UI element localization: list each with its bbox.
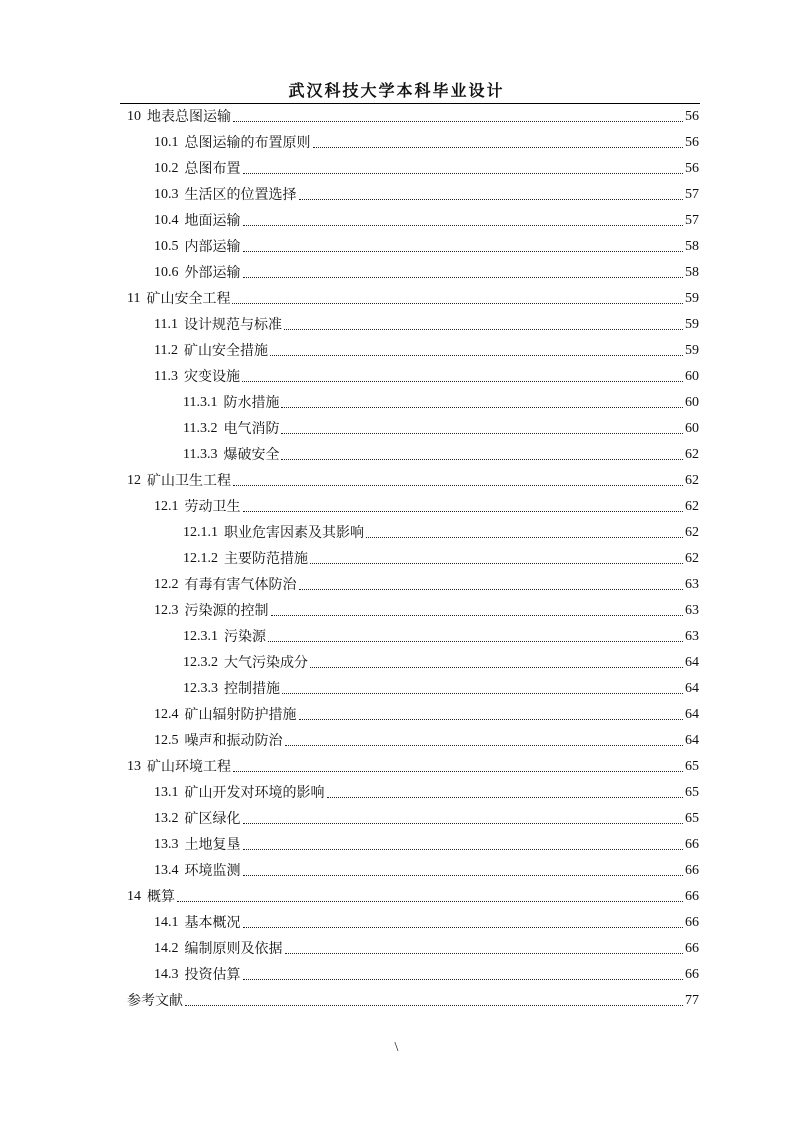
toc-entry-page: 59: [685, 317, 699, 332]
toc-entry[interactable]: [154, 704, 699, 726]
dot-leader: [270, 355, 683, 356]
dot-leader: [285, 745, 684, 746]
dot-leader: [243, 979, 684, 980]
toc-entry[interactable]: [154, 782, 699, 804]
toc-entry-title: 设计规范与标准: [183, 317, 282, 333]
toc-entry-title: 污染源: [224, 629, 266, 645]
toc-entry-page: 63: [685, 577, 699, 592]
toc-entry-title: 投资估算: [184, 967, 241, 983]
toc-entry-number: 12.5: [154, 733, 179, 748]
toc-entry-page: 62: [685, 447, 699, 462]
toc-entry-page: 66: [685, 967, 699, 982]
toc-entry[interactable]: [154, 236, 699, 258]
toc-entry-title: 大气污染成分: [224, 655, 308, 671]
dot-leader: [233, 485, 683, 486]
dot-leader: [299, 199, 684, 200]
toc-entry-title: 控制措施: [224, 681, 280, 697]
toc-entry-page: 57: [685, 187, 699, 202]
toc-entry-number: 13: [127, 759, 141, 774]
toc-entry[interactable]: [154, 132, 699, 154]
toc-entry-page: 66: [685, 915, 699, 930]
toc-entry-title: 基本概况: [184, 915, 241, 931]
toc-entry-page: 63: [685, 629, 699, 644]
toc-entry[interactable]: [154, 574, 699, 596]
toc-entry-page: 58: [685, 239, 699, 254]
toc-entry-number: 12.3.2: [183, 655, 218, 670]
toc-entry-title: 噪声和振动防治: [184, 733, 283, 749]
toc-entry-number: 12.1.2: [183, 551, 218, 566]
page-number: \: [394, 1040, 399, 1055]
toc-entry-title: 内部运输: [184, 239, 241, 255]
dot-leader: [281, 433, 683, 434]
dot-leader: [281, 407, 683, 408]
toc-entry[interactable]: [154, 210, 699, 232]
toc-entry-page: 58: [685, 265, 699, 280]
toc-entry-title: 编制原则及依据: [184, 941, 283, 957]
dot-leader: [310, 563, 683, 564]
toc-entry-title: 爆破安全: [223, 447, 280, 463]
toc-entry-page: 62: [685, 525, 699, 540]
dot-leader: [243, 875, 684, 876]
dot-leader: [243, 277, 684, 278]
toc-entry-number: 13.4: [154, 863, 179, 878]
toc-entry[interactable]: [183, 548, 699, 570]
toc-entry[interactable]: [154, 912, 699, 934]
toc-entry-page: 66: [685, 941, 699, 956]
toc-entry-page: 62: [685, 499, 699, 514]
toc-entry-number: 10.1: [154, 135, 179, 150]
toc-entry[interactable]: [183, 444, 699, 466]
toc-entry-title: 矿山开发对环境的影响: [184, 785, 325, 801]
toc-entry-page: 64: [685, 707, 699, 722]
dot-leader: [282, 693, 683, 694]
toc-entry[interactable]: [154, 262, 699, 284]
dot-leader: [243, 927, 684, 928]
toc-entry-page: 66: [685, 837, 699, 852]
toc-entry[interactable]: [183, 626, 699, 648]
toc-entry-page: 56: [685, 109, 699, 124]
toc-entry-number: 14.2: [154, 941, 179, 956]
header-rule: [120, 103, 700, 104]
toc-entry-page: 62: [685, 551, 699, 566]
toc-entry[interactable]: [127, 470, 699, 492]
toc-entry-title: 电气消防: [223, 421, 280, 437]
dot-leader: [243, 849, 684, 850]
toc-entry-number: 12.4: [154, 707, 179, 722]
toc-entry-number: 13.2: [154, 811, 179, 826]
toc-entry-number: 12.3.3: [183, 681, 218, 696]
dot-leader: [233, 771, 683, 772]
toc-entry-number: 11.3.3: [183, 447, 218, 462]
dot-leader: [284, 329, 683, 330]
toc-entry[interactable]: [183, 652, 699, 674]
toc-entry-page: 57: [685, 213, 699, 228]
toc-entry-number: 12.3: [154, 603, 179, 618]
toc-entry-page: 56: [685, 135, 699, 150]
toc-entry[interactable]: [127, 106, 699, 128]
dot-leader: [271, 615, 684, 616]
dot-leader: [281, 459, 683, 460]
toc-entry-number: 10.5: [154, 239, 179, 254]
toc-entry-page: 65: [685, 785, 699, 800]
toc-entry-title: 外部运输: [184, 265, 241, 281]
toc-entry-title: 土地复垦: [184, 837, 241, 853]
toc-entry-page: 65: [685, 811, 699, 826]
toc-entry-page: 66: [685, 863, 699, 878]
dot-leader: [313, 147, 684, 148]
dot-leader: [243, 173, 684, 174]
dot-leader: [232, 303, 683, 304]
toc-entry-title: 防水措施: [223, 395, 280, 411]
toc-entry-number: 11.2: [154, 343, 178, 358]
toc-entry-number: 13.1: [154, 785, 179, 800]
toc-entry[interactable]: [127, 990, 699, 1012]
toc-entry-number: 12.2: [154, 577, 179, 592]
toc-entry[interactable]: [127, 886, 699, 908]
dot-leader: [299, 719, 684, 720]
toc-entry-title: 地面运输: [184, 213, 241, 229]
toc-entry-title: 环境监测: [184, 863, 241, 879]
dot-leader: [243, 823, 684, 824]
toc-entry-number: 13.3: [154, 837, 179, 852]
toc-entry-title: 矿山安全工程: [146, 291, 231, 307]
toc-entry-number: 11.3.2: [183, 421, 218, 436]
dot-leader: [243, 225, 684, 226]
dot-leader: [242, 381, 683, 382]
toc-entry-page: 62: [685, 473, 699, 488]
toc-entry-title: 概算: [147, 889, 175, 905]
toc-entry[interactable]: [127, 756, 699, 778]
toc-entry[interactable]: [154, 860, 699, 882]
toc-entry-number: 10.6: [154, 265, 179, 280]
toc-entry-title: 污染源的控制: [184, 603, 269, 619]
toc-entry-page: 59: [685, 291, 699, 306]
toc-entry-title: 矿山安全措施: [183, 343, 268, 359]
toc-entry-title: 有毒有害气体防治: [184, 577, 297, 593]
toc-entry[interactable]: [127, 288, 699, 310]
toc-entry-number: 14.1: [154, 915, 179, 930]
toc-entry[interactable]: [154, 600, 699, 622]
toc-entry-page: 63: [685, 603, 699, 618]
toc-entry-page: 59: [685, 343, 699, 358]
toc-entry[interactable]: [183, 418, 699, 440]
toc-entry-title: 总图运输的布置原则: [184, 135, 311, 151]
toc-entry[interactable]: [154, 938, 699, 960]
toc-entry-number: 12: [127, 473, 141, 488]
toc-entry-title: 地表总图运输: [147, 109, 231, 125]
toc-entry-number: 10.4: [154, 213, 179, 228]
toc-entry[interactable]: [154, 314, 699, 336]
toc-entry-number: 11.3: [154, 369, 178, 384]
toc-entry-title: 劳动卫生: [184, 499, 241, 515]
toc-entry[interactable]: [183, 522, 699, 544]
toc-entry-page: 77: [685, 993, 699, 1008]
toc-entry[interactable]: [154, 730, 699, 752]
dot-leader: [233, 121, 683, 122]
dot-leader: [310, 667, 683, 668]
toc-entry-page: 64: [685, 681, 699, 696]
toc-entry-number: 11.1: [154, 317, 178, 332]
dot-leader: [177, 901, 683, 902]
toc-entry-page: 64: [685, 655, 699, 670]
toc-entry-title: 职业危害因素及其影响: [224, 525, 364, 541]
dot-leader: [366, 537, 683, 538]
toc-entry-number: 11.3.1: [183, 395, 218, 410]
toc-entry[interactable]: [154, 340, 699, 362]
toc-entry[interactable]: [183, 678, 699, 700]
toc-entry[interactable]: [154, 964, 699, 986]
toc-entry-page: 64: [685, 733, 699, 748]
dot-leader: [243, 251, 684, 252]
toc-entry-number: 11: [127, 291, 141, 306]
toc-entry-page: 60: [685, 421, 699, 436]
toc-entry[interactable]: [154, 184, 699, 206]
toc-entry-number: 12.1.1: [183, 525, 218, 540]
toc-entry-number: 14: [127, 889, 141, 904]
toc-entry-title: 矿山卫生工程: [147, 473, 231, 489]
toc-entry-page: 56: [685, 161, 699, 176]
toc-entry-title: 参考文献: [127, 993, 183, 1009]
toc-entry-title: 矿山环境工程: [147, 759, 231, 775]
toc-entry-page: 66: [685, 889, 699, 904]
dot-leader: [243, 511, 684, 512]
toc-entry-title: 主要防范措施: [224, 551, 308, 567]
toc-entry-title: 矿区绿化: [184, 811, 241, 827]
toc-entry[interactable]: [154, 808, 699, 830]
toc-entry-number: 10.3: [154, 187, 179, 202]
dot-leader: [299, 589, 684, 590]
running-header: 武汉科技大学本科毕业设计: [288, 81, 505, 100]
dot-leader: [285, 953, 684, 954]
toc-entry-page: 60: [685, 395, 699, 410]
toc-entry-title: 生活区的位置选择: [184, 187, 297, 203]
toc-entry-number: 10.2: [154, 161, 179, 176]
toc-entry[interactable]: [154, 834, 699, 856]
toc-entry-page: 60: [685, 369, 699, 384]
toc-entry-number: 12.3.1: [183, 629, 218, 644]
toc-entry-page: 65: [685, 759, 699, 774]
toc-entry-number: 14.3: [154, 967, 179, 982]
toc-entry-title: 矿山辐射防护措施: [184, 707, 297, 723]
toc-entry-number: 10: [127, 109, 141, 124]
toc-entry[interactable]: [183, 392, 699, 414]
dot-leader: [268, 641, 683, 642]
toc-entry-number: 12.1: [154, 499, 179, 514]
toc-entry[interactable]: [154, 496, 699, 518]
toc-entry-title: 总图布置: [184, 161, 241, 177]
dot-leader: [327, 797, 684, 798]
toc-entry-title: 灾变设施: [183, 369, 240, 385]
dot-leader: [185, 1005, 683, 1006]
toc-entry[interactable]: [154, 158, 699, 180]
toc-entry[interactable]: [154, 366, 699, 388]
